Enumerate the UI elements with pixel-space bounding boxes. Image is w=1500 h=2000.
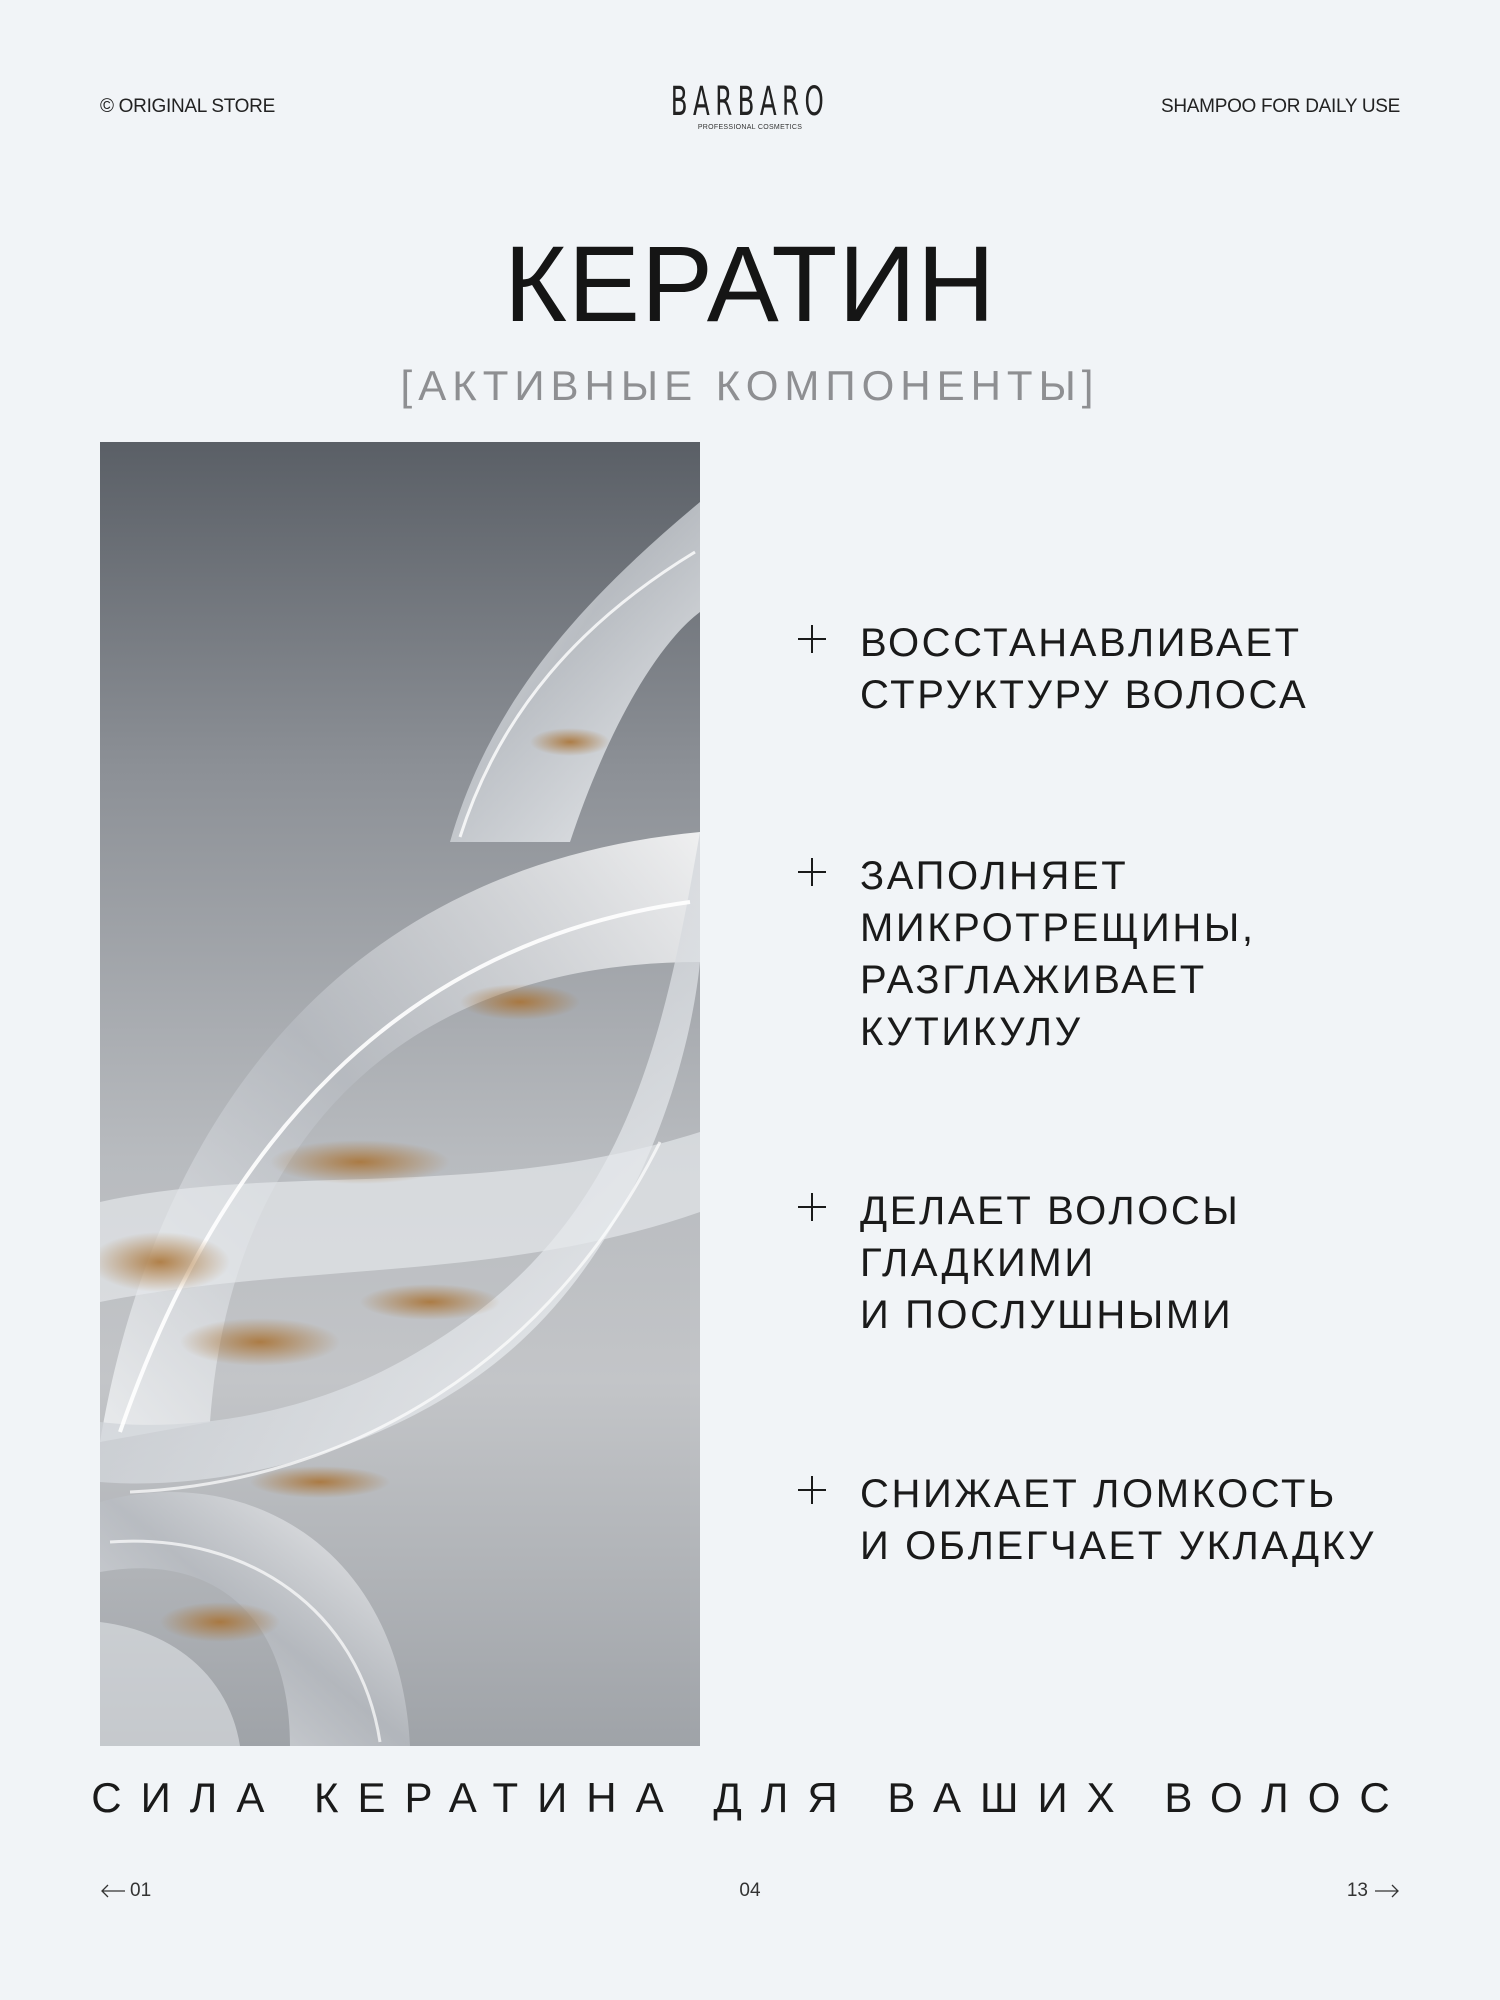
current-page-number: 04 bbox=[739, 1880, 761, 1901]
benefit-text: ВОССТАНАВЛИВАЕТ СТРУКТУРУ ВОЛОСА bbox=[860, 621, 1309, 717]
plus-icon bbox=[796, 623, 828, 655]
slogan: СИЛА КЕРАТИНА ДЛЯ ВАШИХ ВОЛОС bbox=[91, 1774, 1409, 1821]
keratin-texture-image bbox=[100, 442, 700, 1746]
store-label: © ORIGINAL STORE bbox=[100, 96, 275, 117]
plus-icon bbox=[796, 856, 828, 888]
brand-logo[interactable] bbox=[634, 80, 867, 131]
page-title: КЕРАТИН bbox=[504, 223, 996, 344]
product-type-label: SHAMPOO FOR DAILY USE bbox=[1161, 96, 1400, 117]
brand-logo-word: BARBARO bbox=[670, 79, 830, 125]
benefit-text: ДЕЛАЕТ ВОЛОСЫ ГЛАДКИМИ И ПОСЛУШНЫМИ bbox=[860, 1189, 1241, 1337]
plus-icon bbox=[796, 1191, 828, 1223]
page-subtitle: [АКТИВНЫЕ КОМПОНЕНТЫ] bbox=[400, 362, 1100, 409]
arrow-right-icon bbox=[1374, 1884, 1400, 1898]
plus-icon bbox=[796, 1474, 828, 1506]
brand-logo-tagline: PROFESSIONAL COSMETICS bbox=[697, 124, 803, 131]
next-page-number: 13 bbox=[1346, 1880, 1368, 1901]
next-page-link[interactable] bbox=[1347, 1880, 1400, 1902]
benefit-text: СНИЖАЕТ ЛОМКОСТЬ И ОБЛЕГЧАЕТ УКЛАДКУ bbox=[860, 1472, 1377, 1568]
prev-page-number: 01 bbox=[130, 1880, 152, 1901]
benefit-text: ЗАПОЛНЯЕТ МИКРОТРЕЩИНЫ, РАЗГЛАЖИВАЕТ КУТИКУЛУ bbox=[860, 854, 1256, 1054]
